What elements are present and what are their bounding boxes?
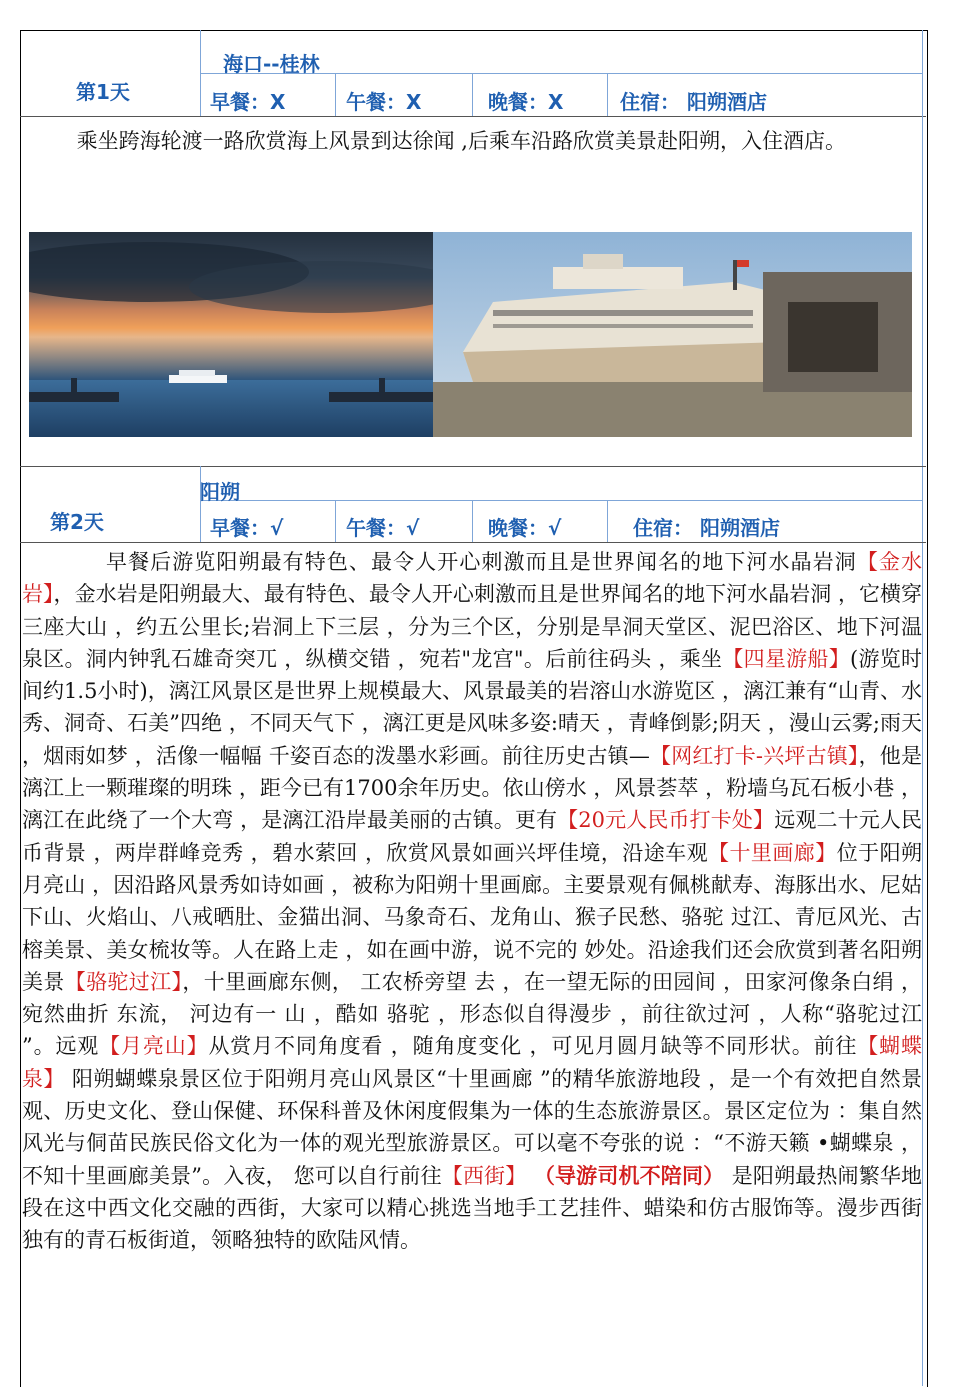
attraction-highlight: 【四星游船】 <box>722 646 850 671</box>
day2-description <box>22 546 922 1257</box>
attraction-highlight: 【骆驼过江】 <box>64 969 183 994</box>
description-segment: ，金水岩是阳朔最大、最有特色、最令人开心刺激而且是世界闻名的地下河水晶岩洞 ，它横穿三座大山 ，约五公里长;岩洞上下三层 ，分为三个区，分别是旱洞天堂区、泥巴浴区、地下河温泉区。洞内钟乳石雄奇突兀 ，纵横交错 ，宛若"龙宫"。后前往码头 ，乘坐 <box>22 582 923 671</box>
attraction-highlight: 【西街】 <box>441 1163 527 1188</box>
row-divider <box>20 542 926 543</box>
day-label: 第2天 <box>50 510 104 534</box>
guide-notice: （导游司机不陪同） <box>526 1163 732 1188</box>
description-segment: 早餐后游览阳朔最有特色、最令人开心刺激而且是世界闻名的地下河水晶岩洞 <box>106 550 857 574</box>
attraction-highlight: 【20元人民币打卡处】 <box>557 808 775 833</box>
dinner-status: 晚餐：X <box>488 90 564 114</box>
row-divider <box>20 466 926 467</box>
description-segment: 位于阳朔月亮山 ，因沿路风景秀如诗如画 ，被称为阳朔十里画廊。主要景观有佩桃献寿、海豚出水、尼姑下山、火焰山、八戒晒肚、金猫出洞、马象奇石、龙角山、猴子民愁、骆驼 过江、青厄风光、古榕美景、美女梳妆等。人在路上走 ，如在画中游，说不完的 妙处。沿途我们还会欣赏到著名阳朔美景 <box>22 840 923 994</box>
description-segment: 远观二十元人民币背景 ，两岸群峰竞秀 ，碧水萦回 ，欣赏风景如画兴坪佳境，沿途车观 <box>22 808 922 865</box>
column-divider <box>607 500 608 542</box>
attraction-highlight: 【月亮山】 <box>99 1034 209 1059</box>
day1-description: 乘坐跨海轮渡一路欣赏海上风景到达徐闻 ,后乘车沿路欣赏美景赴阳朔，入住酒店。 <box>76 129 846 153</box>
column-divider <box>200 30 201 116</box>
hotel-info: 住宿： 阳朔酒店 <box>633 516 780 540</box>
attraction-highlight: 【金水岩】 <box>22 550 923 607</box>
description-segment: 从赏月不同角度看 ，随角度变化 ，可见月圆月缺等不同形状。前往 <box>208 1034 858 1059</box>
description-segment: 是阳朔最热闹繁华地段在这中西文化交融的西街，大家可以精心挑选当地手工艺挂件、蜡染和仿古服饰等。漫步西街独有的青石板街道，领略独特的欧陆风情。 <box>22 1163 923 1253</box>
column-divider <box>922 30 923 1386</box>
attraction-highlight: 【网红打卡-兴坪古镇】 <box>649 743 859 768</box>
description-segment: ，他是漓江上一颗璀璨的明珠 ，距今已有1700余年历史。依山傍水 ，风景荟萃 ，粉墙乌瓦石板小巷 ，漓江在此绕了一个大弯 ，是漓江沿岸最美丽的古镇。更有 <box>22 743 922 833</box>
description-segment: (游览时间约1.5小时)，漓江风景区是世界上规模最大、风景最美的岩溶山水游览区 ，漓江兼有“山青、水秀、洞奇、石美”四绝 ，不同天气下 ，漓江更是风味多姿:晴天 ，青峰倒影;阴天 ，漫山云雾;雨天 ，烟雨如梦 ，活像一幅幅 千姿百态的泼墨水彩画。前往历史古镇— <box>22 646 923 768</box>
description-segment: ，十里画廊东侧， 工农桥旁望 去 ，在一望无际的田园间 ，田家河像条白绢 ，宛然曲折 东流， 河边有一 山 ，酷如 骆驼 ，形态似自得漫步 ，前往欲过河 ，人称“骆驼过江 ”。远观 <box>22 969 923 1059</box>
sea-sunset-ferry-photo <box>29 232 433 437</box>
description-segment: 阳朔蝴蝶泉景区位于阳朔月亮山风景区“十里画廊 ”的精华旅游地段 ，是一个有效把自然景观、历史文化、登山保健、环保科普及休闲度假集为一体的生态旅游景区。景区定位为 ：集自然风光与侗苗民族民俗文化为一体的观光型旅游景区。可以毫不夸张的说 ：“不游天籁 •蝴蝶泉 ，不知十里画廊美景”。入夜， 您可以自行前往 <box>22 1066 922 1188</box>
breakfast-status: 早餐：X <box>210 90 286 114</box>
column-divider <box>607 73 608 116</box>
route-title: 阳朔 <box>200 480 240 504</box>
lunch-status: 午餐：√ <box>346 516 420 540</box>
day-label: 第1天 <box>76 80 130 104</box>
column-divider <box>335 73 336 116</box>
lunch-status: 午餐：X <box>346 90 422 114</box>
hotel-info: 住宿： 阳朔酒店 <box>620 90 767 114</box>
dinner-status: 晚餐：√ <box>488 516 562 540</box>
column-divider <box>472 73 473 116</box>
ferry-ship-dock-photo <box>433 232 912 437</box>
row-divider <box>200 500 922 501</box>
attraction-highlight: 【十里画廊】 <box>708 840 837 865</box>
column-divider <box>472 500 473 542</box>
row-divider <box>20 116 926 117</box>
column-divider <box>335 500 336 542</box>
breakfast-status: 早餐：√ <box>210 516 284 540</box>
attraction-highlight: 【蝴蝶泉】 <box>22 1034 922 1091</box>
day1-photo-strip <box>29 232 912 437</box>
route-title: 海口--桂林 <box>223 52 320 76</box>
